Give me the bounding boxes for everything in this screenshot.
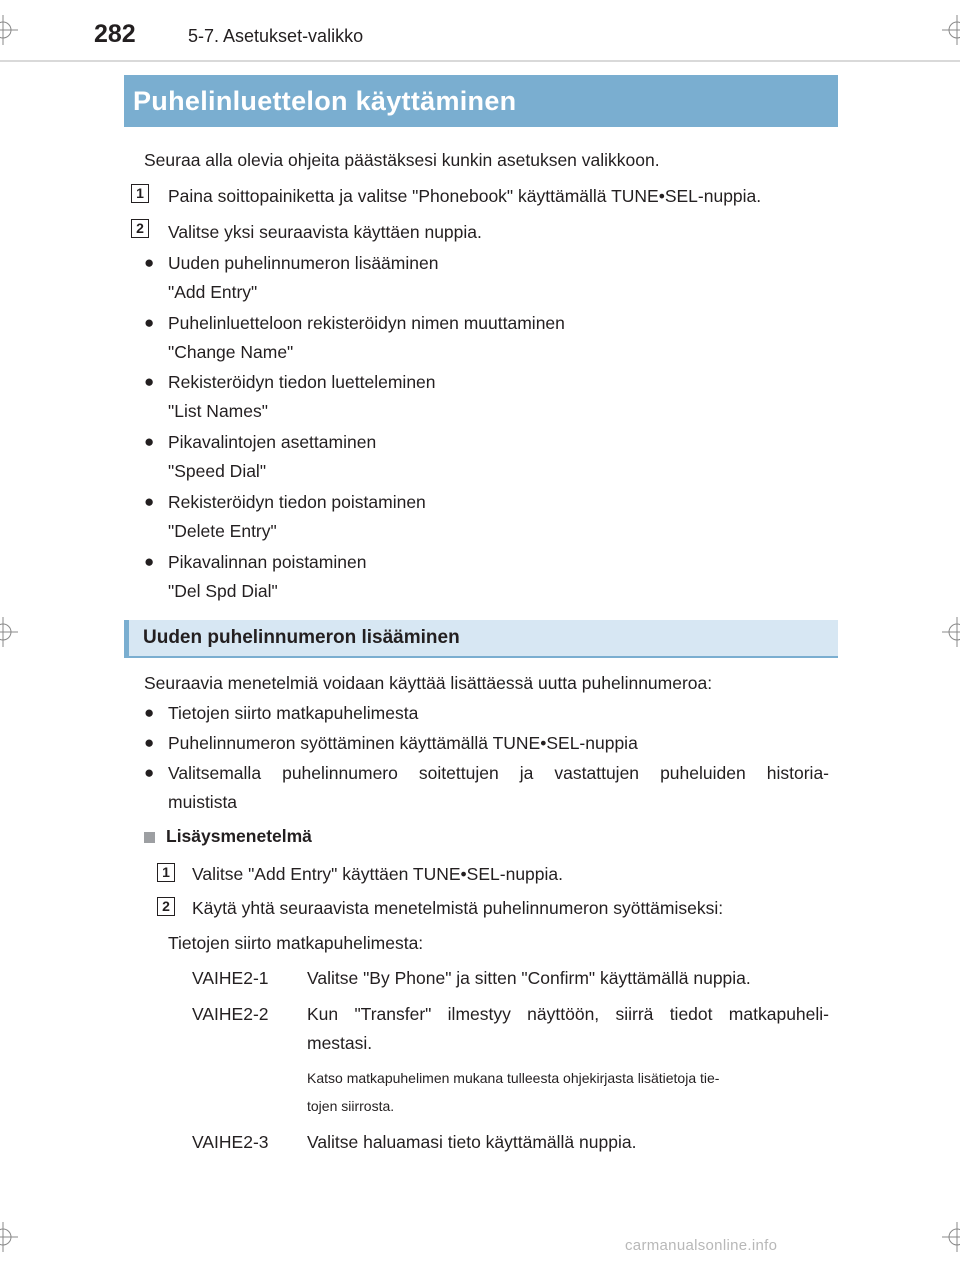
phase-text: Valitse "By Phone" ja sitten "Confirm" käyttämällä nuppia.: [307, 968, 751, 988]
watermark: carmanualsonline.info: [625, 1237, 778, 1254]
step-number-badge: 1: [157, 863, 175, 882]
phase-text: Valitse haluamasi tieto käyttämällä nuppia.: [307, 1132, 637, 1152]
transfer-label: Tietojen siirto matkapuhelimesta:: [168, 933, 424, 953]
option-value: "Del Spd Dial": [168, 581, 278, 601]
option-value: "Delete Entry": [168, 521, 277, 541]
section-title: 5-7. Asetukset-valikko: [188, 26, 364, 46]
registration-mark-icon: [0, 1222, 18, 1252]
method-item-continuation: muistista: [168, 792, 238, 812]
step-text: Valitse yksi seuraavista käyttäen nuppia.: [168, 222, 482, 242]
method-item: Valitsemalla puhelinnumero soitettujen ja vastattujen puheluiden historia-: [168, 763, 829, 783]
option-label: Pikavalintojen asettaminen: [168, 432, 377, 452]
option-value: "List Names": [168, 401, 268, 421]
page-number: 282: [94, 20, 136, 48]
section-heading-add-entry: Uuden puhelinnumeron lisääminen: [124, 620, 838, 658]
bullet-icon: ●: [144, 253, 155, 272]
note-text: tojen siirrosta.: [307, 1098, 395, 1114]
bullet-icon: ●: [144, 733, 155, 752]
method-item: Tietojen siirto matkapuhelimesta: [168, 703, 419, 723]
step-number-badge: 2: [131, 219, 149, 238]
bullet-icon: ●: [144, 372, 155, 391]
phase-label: VAIHE2-3: [192, 1132, 269, 1152]
bullet-icon: ●: [144, 432, 155, 451]
square-bullet-icon: [144, 832, 155, 843]
option-label: Uuden puhelinnumeron lisääminen: [168, 253, 439, 273]
registration-mark-icon: [942, 1222, 960, 1252]
phase-label: VAIHE2-1: [192, 968, 269, 988]
phase-text: Kun "Transfer" ilmestyy näyttöön, siirrä tiedot matkapuheli-: [307, 1004, 829, 1024]
header-divider: [0, 60, 960, 62]
step-number-badge: 2: [157, 897, 175, 916]
step-text: Käytä yhtä seuraavista menetelmistä puhelinnumeron syöttämiseksi:: [192, 898, 724, 918]
bullet-icon: ●: [144, 763, 155, 782]
registration-mark-icon: [942, 15, 960, 45]
bullet-icon: ●: [144, 703, 155, 722]
option-value: "Add Entry": [168, 282, 258, 302]
registration-mark-icon: [0, 15, 18, 45]
option-label: Rekisteröidyn tiedon poistaminen: [168, 492, 426, 512]
step-text: Paina soittopainiketta ja valitse "Phonebook" käyttämällä TUNE•SEL-nuppia.: [168, 186, 762, 206]
registration-mark-icon: [0, 617, 18, 647]
bullet-icon: ●: [144, 313, 155, 332]
phase-label: VAIHE2-2: [192, 1004, 269, 1024]
step-text: Valitse "Add Entry" käyttäen TUNE•SEL-nuppia.: [192, 864, 564, 884]
registration-mark-icon: [942, 617, 960, 647]
section-heading-phonebook: Puhelinluettelon käyttäminen: [124, 75, 838, 127]
note-text: Katso matkapuhelimen mukana tulleesta ohjekirjasta lisätietoja tie-: [307, 1070, 720, 1086]
bullet-icon: ●: [144, 552, 155, 571]
bullet-icon: ●: [144, 492, 155, 511]
option-label: Pikavalinnan poistaminen: [168, 552, 367, 572]
option-value: "Speed Dial": [168, 461, 267, 481]
intro-text: Seuraavia menetelmiä voidaan käyttää lisättäessä uutta puhelinnumeroa:: [144, 673, 713, 693]
option-value: "Change Name": [168, 342, 294, 362]
intro-text: Seuraa alla olevia ohjeita päästäksesi kunkin asetuksen valikkoon.: [144, 150, 660, 170]
option-label: Puhelinluetteloon rekisteröidyn nimen muuttaminen: [168, 313, 565, 333]
phase-text-continuation: mestasi.: [307, 1033, 373, 1053]
option-label: Rekisteröidyn tiedon luetteleminen: [168, 372, 436, 392]
method-item: Puhelinnumeron syöttäminen käyttämällä TUNE•SEL-nuppia: [168, 733, 638, 753]
subheading: Lisäysmenetelmä: [166, 826, 312, 846]
step-number-badge: 1: [131, 184, 149, 203]
